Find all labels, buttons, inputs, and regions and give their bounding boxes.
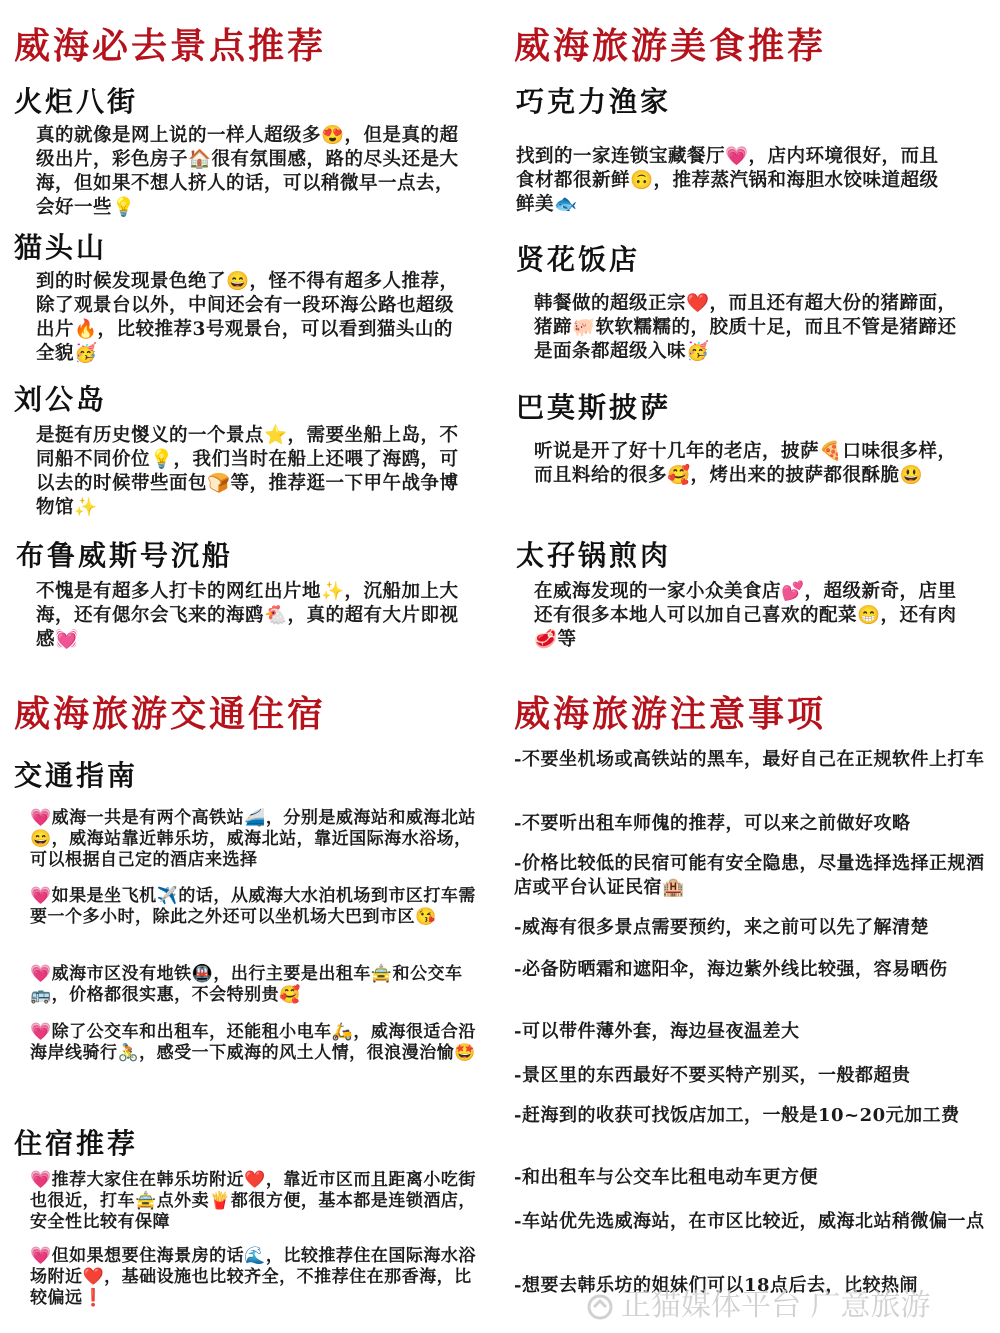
guide-item-1: 💗威海一共是有两个高铁站🚄，分别是威海站和威海北站😄，威海站靠近韩乐坊，威海北站，靠近国际海水浴场，可以根据自己定的酒店来选择 [30, 808, 476, 870]
tip-3: -价格比较低的民宿可能有安全隐患，尽量选择选择正规酒店或平台认证民宿🏨 [514, 853, 985, 898]
guide-item-2: 💗如果是坐飞机✈️的话，从威海大水泊机场到市区打车需要一个多小时，除此之外还可以坐机场大巴到市区😘 [30, 886, 476, 927]
food-text-1: 找到的一家连锁宝藏餐厅💗，店内环境很好，而且食材都很新鲜🙃，推荐蒸汽锅和海胆水饺味道超级鲜美🐟 [516, 146, 939, 215]
tip-9: -和出租车与公交车比租电动车更方便 [514, 1167, 818, 1188]
transport-section-title: 威海旅游交通住宿 [14, 693, 327, 735]
tip-8: -赶海到的收获可找饭店加工，一般是10~20元加工费 [514, 1105, 960, 1126]
food-section-title: 威海旅游美食推荐 [514, 25, 827, 67]
tip-4: -威海有很多景点需要预约，来之前可以先了解清楚 [514, 917, 929, 938]
tip-6: -可以带件薄外套，海边昼夜温差大 [514, 1021, 800, 1042]
tip-5: -必备防晒霜和遮阳伞，海边紫外线比较强，容易晒伤 [514, 959, 948, 980]
stay-item-2: 💗但如果想要住海景房的话🌊，比较推荐住在国际海水浴场附近❤️，基础设施也比较齐全，不推荐住在那香海，比较偏远❗ [30, 1246, 476, 1308]
tip-2: -不要听出租车师傀的推荐，可以来之前做好攻略 [514, 813, 911, 834]
food-title-3: 巴莫斯披萨 [516, 391, 672, 424]
tip-7: -景区里的东西最好不要买特产别买，一般都超贵 [514, 1065, 911, 1086]
guide-title: 交通指南 [14, 759, 139, 792]
watermark-text: 正猫媒体平台 广意旅游 [621, 1288, 931, 1323]
spot-title-4: 布鲁威斯号沉船 [16, 539, 234, 572]
guide-item-3: 💗威海市区没有地铁🚇，出行主要是出租车🚖和公交车🚌，价格都很实惠，不会特别贵🥰 [30, 964, 463, 1005]
stay-title: 住宿推荐 [14, 1127, 139, 1160]
food-title-2: 贤花饭店 [516, 243, 641, 276]
notes-section-title: 威海旅游注意事项 [514, 693, 827, 735]
watermark [585, 1280, 931, 1324]
spot-text-3: 是挺有历史惾义的一个景点⭐，需要坐船上岛，不同船不同价位💡，我们当时在船上还喂了海鸥，可以去的时候带些面包🍞等，推荐逛一下甲午战争博物馆✨ [36, 425, 459, 518]
tip-11: -想要去韩乐坊的姐妹们可以18点后去，比较热闹 [514, 1275, 919, 1296]
watermark-logo-icon [585, 1292, 615, 1322]
spot-text-4: 不愧是有超多人打卡的网红出片地✨，沉船加上大海，还有偲尔会飞来的海鸥🐔，真的超有大片即视感💓 [36, 581, 459, 650]
spot-title-1: 火炬八街 [14, 85, 139, 118]
spot-text-1: 真的就像是网上说的一样人超级多😍，但是真的超级出片，彩色房子🏠很有氛围感，路的尽头还是大海，但如果不想人挤人的话，可以稍微早一点去，会好一些💡 [36, 125, 459, 218]
spots-section-title: 威海必去景点推荐 [14, 25, 327, 67]
food-text-4: 在威海发现的一家小众美食店💕，超级新奇，店里还有很多本地人可以加自己喜欢的配菜😁，还有肉🥩等 [534, 581, 957, 650]
spot-title-3: 刘公岛 [14, 383, 108, 416]
food-title-1: 巧克力渔家 [516, 85, 672, 118]
stay-item-1: 💗推荐大家住在韩乐坊附近❤️，靠近市区而且距离小吃街也很近，打车🚖点外卖🍟都很方便，基本都是连锁酒店，安全性比较有保障 [30, 1170, 476, 1232]
food-text-3: 听说是开了好十几年的老店，披萨🍕口味很多样，而且料给的很多🥰，烤出来的披萨都很酥脆😃 [534, 441, 957, 486]
tip-10: -车站优先选威海站，在市区比较近，威海北站稍微偏一点 [514, 1211, 985, 1232]
food-title-4: 太孖锅煎肉 [516, 539, 672, 572]
spot-text-2: 到的时候发现景色绝了😄，怪不得有超多人推荐，除了观景台以外，中间还会有一段环海公路也超级出片🔥，比较推荐3号观景台，可以看到猫头山的全貌🥳 [36, 271, 459, 364]
guide-item-4: 💗除了公交车和出租车，还能租小电车🛵，威海很适合沿海岸线骑行🚴，感受一下威海的风土人情，很浪漫治愉🤩 [30, 1022, 476, 1063]
food-text-2: 韩餐做的超级正宗❤️，而且还有超大份的猪蹄面，猪蹄🐖软软糯糯的，胶质十足，而且不管是猪蹄还是面条都超级入味🥳 [534, 293, 957, 362]
tip-1: -不要坐机场或高铁站的黑车，最好自己在正规软件上打车 [514, 749, 985, 770]
spot-title-2: 猫头山 [14, 231, 108, 264]
